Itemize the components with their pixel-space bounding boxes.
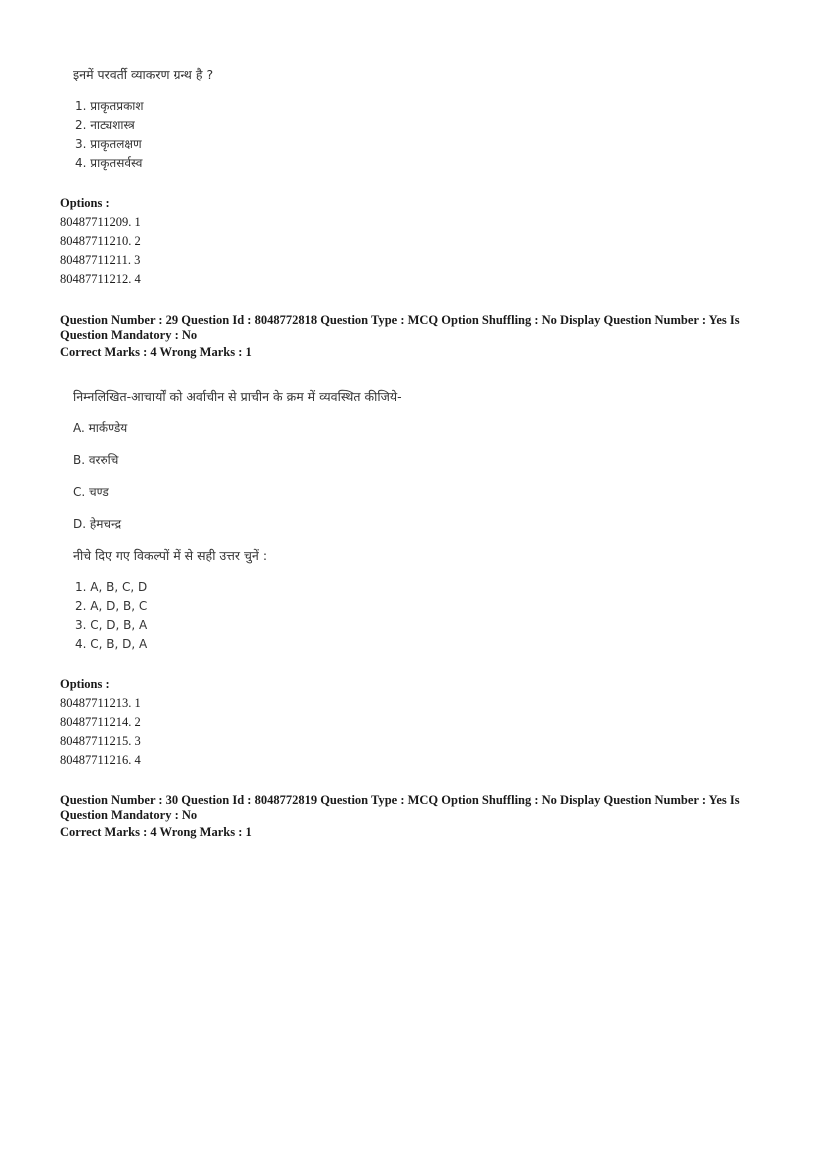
- q29-choice-1: 1. A, B, C, D: [75, 580, 148, 594]
- q28-option-4: 80487711212. 4: [60, 272, 141, 286]
- q28-option-1: 80487711209. 1: [60, 215, 141, 229]
- q28-choice-2: 2. नाट्यशास्त्र: [75, 118, 135, 132]
- q29-question-text: निम्नलिखित-आचार्यों को अर्वाचीन से प्राचीन के क्रम में व्यवस्थित कीजिये-: [73, 389, 402, 404]
- q28-choice-3: 3. प्राकृतलक्षण: [75, 137, 142, 151]
- q29-option-2: 80487711214. 2: [60, 715, 141, 729]
- q30-meta-line2: Question Mandatory : No: [60, 808, 198, 822]
- q29-statement-d: D. हेमचन्द्र: [73, 517, 122, 531]
- q29-option-3: 80487711215. 3: [60, 734, 141, 748]
- q29-statement-a: A. मार्कण्डेय: [73, 421, 128, 435]
- q28-option-2: 80487711210. 2: [60, 234, 141, 248]
- q30-meta: [60, 793, 760, 840]
- q29-choice-2: 2. A, D, B, C: [75, 599, 148, 613]
- q30-marks: Correct Marks : 4 Wrong Marks : 1: [60, 825, 252, 839]
- q29-choice-3: 3. C, D, B, A: [75, 618, 148, 632]
- q30-meta-line1: Question Number : 30 Question Id : 8048772819 Question Type : MCQ Option Shuffling : No Display Question Number : Yes Is: [60, 793, 740, 807]
- q28-choice-4: 4. प्राकृतसर्वस्व: [75, 156, 143, 170]
- q29-meta-line2: Question Mandatory : No: [60, 328, 198, 342]
- q28-option-3: 80487711211. 3: [60, 253, 141, 267]
- q29-option-1: 80487711213. 1: [60, 696, 141, 710]
- q29-option-4: 80487711216. 4: [60, 753, 141, 767]
- q29-statements: [60, 419, 760, 547]
- q28-options: [60, 194, 760, 289]
- q29-meta-line1: Question Number : 29 Question Id : 8048772818 Question Type : MCQ Option Shuffling : No Display Question Number : Yes Is: [60, 313, 740, 327]
- q28-choice-1: 1. प्राकृतप्रकाश: [75, 99, 144, 113]
- q29-statement-c: C. चण्ड: [73, 485, 109, 499]
- q29-choices: [60, 578, 760, 654]
- q29-meta: [60, 313, 760, 360]
- q29-marks: Correct Marks : 4 Wrong Marks : 1: [60, 345, 252, 359]
- q28-choices: [60, 97, 760, 173]
- q29-instruction: नीचे दिए गए विकल्पों में से सही उत्तर चुनें :: [73, 548, 268, 563]
- q29-options: [60, 675, 760, 770]
- q29-options-label: Options :: [60, 677, 110, 691]
- q28-question-text: इनमें परवर्ती व्याकरण ग्रन्थ है ?: [73, 67, 214, 82]
- q29-statement-b: B. वररुचि: [73, 453, 119, 467]
- q29-choice-4: 4. C, B, D, A: [75, 637, 148, 651]
- q28-options-label: Options :: [60, 196, 110, 210]
